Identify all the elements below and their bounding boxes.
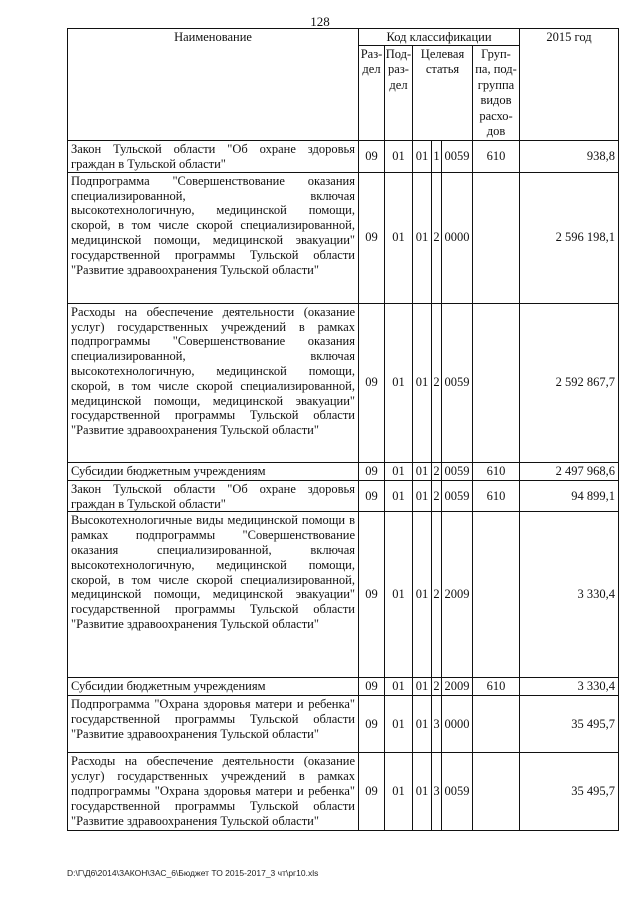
table-row <box>68 512 619 678</box>
row-name: Подпрограмма "Совершенствование оказания специализированной, включая высокотехнологичную, медицинской помощи, скорой, в том числе скорой специализированной, медицинской помощи, медицинской эвакуации" государственной программы Тульской области "Развитие здравоохранения Тульской области" <box>68 172 359 303</box>
row-name: Расходы на обеспечение деятельности (оказание услуг) государственных учреждений в рамках подпрограммы "Совершенствование оказания специализированной, включая высокотехнологичную, медицинской помощи, скорой, в том числе скорой специализированной, медицинской помощи, медицинской эвакуации" государственной программы Тульской области "Развитие здравоохранения Тульской области" <box>68 303 359 462</box>
row-amount: 94 899,1 <box>520 480 619 512</box>
row-target-subprogram: 2 <box>432 303 442 462</box>
row-subsection: 01 <box>385 172 413 303</box>
file-path-footer: D:\Г\Д6\2014\ЗАКОН\ЗАС_6\Бюджет ТО 2015-2017_3 чт\рг10.xls <box>67 868 319 878</box>
row-target-program: 01 <box>413 753 432 831</box>
row-section: 09 <box>359 303 385 462</box>
row-name: Расходы на обеспечение деятельности (оказание услуг) государственных учреждений в рамках подпрограммы "Охрана здоровья матери и ребенка" государственной программы Тульской области "Развитие здравоохранения Тульской области" <box>68 753 359 831</box>
row-target-program: 01 <box>413 678 432 696</box>
row-amount: 2 497 968,6 <box>520 462 619 480</box>
row-subsection: 01 <box>385 480 413 512</box>
table-row <box>68 462 619 480</box>
row-name: Субсидии бюджетным учреждениям <box>68 462 359 480</box>
row-expense-group: 610 <box>473 480 520 512</box>
header-expense-group: Груп- па, под- группа видов расхо- дов <box>473 45 520 140</box>
row-subsection: 01 <box>385 512 413 678</box>
table-row <box>68 696 619 753</box>
row-target-program: 01 <box>413 696 432 753</box>
budget-table <box>67 28 619 831</box>
row-target-direction: 0059 <box>442 303 473 462</box>
row-subsection: 01 <box>385 753 413 831</box>
row-name: Высокотехнологичные виды медицинской помощи в рамках подпрограммы "Совершенствование оказания специализированной, включая высокотехнологичную, медицинской помощи, скорой, в том числе скорой специализированной, медицинской помощи, медицинской эвакуации" государственной программы Тульской области "Развитие здравоохранения Тульской области" <box>68 512 359 678</box>
row-expense-group: 610 <box>473 678 520 696</box>
row-amount: 35 495,7 <box>520 753 619 831</box>
row-expense-group <box>473 753 520 831</box>
row-target-direction: 2009 <box>442 512 473 678</box>
row-target-direction: 0059 <box>442 462 473 480</box>
row-subsection: 01 <box>385 140 413 172</box>
row-expense-group <box>473 172 520 303</box>
header-target-article: Целевая статья <box>413 45 473 140</box>
row-target-subprogram: 2 <box>432 462 442 480</box>
table-row <box>68 140 619 172</box>
header-section: Раз- дел <box>359 45 385 140</box>
header-subsection: Под- раз- дел <box>385 45 413 140</box>
row-target-subprogram: 2 <box>432 172 442 303</box>
row-name: Закон Тульской области "Об охране здоровья граждан в Тульской области" <box>68 480 359 512</box>
row-target-direction: 0059 <box>442 753 473 831</box>
row-name: Подпрограмма "Охрана здоровья матери и ребенка" государственной программы Тульской области "Развитие здравоохранения Тульской области" <box>68 696 359 753</box>
row-target-direction: 0000 <box>442 172 473 303</box>
table-row <box>68 172 619 303</box>
row-target-subprogram: 2 <box>432 678 442 696</box>
table-row <box>68 753 619 831</box>
row-amount: 2 596 198,1 <box>520 172 619 303</box>
table-body <box>68 140 619 831</box>
row-expense-group <box>473 303 520 462</box>
row-expense-group: 610 <box>473 140 520 172</box>
row-target-subprogram: 2 <box>432 480 442 512</box>
row-section: 09 <box>359 480 385 512</box>
row-target-direction: 0059 <box>442 480 473 512</box>
row-target-direction: 0059 <box>442 140 473 172</box>
row-subsection: 01 <box>385 696 413 753</box>
row-section: 09 <box>359 753 385 831</box>
row-amount: 2 592 867,7 <box>520 303 619 462</box>
row-target-direction: 0000 <box>442 696 473 753</box>
row-name: Субсидии бюджетным учреждениям <box>68 678 359 696</box>
row-amount: 3 330,4 <box>520 512 619 678</box>
row-section: 09 <box>359 512 385 678</box>
row-target-program: 01 <box>413 480 432 512</box>
row-name: Закон Тульской области "Об охране здоровья граждан в Тульской области" <box>68 140 359 172</box>
page-number: 128 <box>310 14 330 29</box>
header-name: Наименование <box>68 29 359 141</box>
row-amount: 3 330,4 <box>520 678 619 696</box>
row-section: 09 <box>359 696 385 753</box>
row-target-program: 01 <box>413 140 432 172</box>
row-target-subprogram: 3 <box>432 753 442 831</box>
table-row <box>68 678 619 696</box>
row-target-program: 01 <box>413 303 432 462</box>
row-target-subprogram: 1 <box>432 140 442 172</box>
row-expense-group: 610 <box>473 462 520 480</box>
row-section: 09 <box>359 462 385 480</box>
row-target-program: 01 <box>413 172 432 303</box>
row-expense-group <box>473 696 520 753</box>
row-amount: 35 495,7 <box>520 696 619 753</box>
row-target-subprogram: 2 <box>432 512 442 678</box>
table-row <box>68 303 619 462</box>
row-section: 09 <box>359 678 385 696</box>
row-target-program: 01 <box>413 512 432 678</box>
row-target-subprogram: 3 <box>432 696 442 753</box>
table-row <box>68 480 619 512</box>
row-subsection: 01 <box>385 303 413 462</box>
row-target-direction: 2009 <box>442 678 473 696</box>
row-expense-group <box>473 512 520 678</box>
row-target-program: 01 <box>413 462 432 480</box>
row-subsection: 01 <box>385 678 413 696</box>
header-classification: Код классификации <box>359 29 520 46</box>
row-subsection: 01 <box>385 462 413 480</box>
row-section: 09 <box>359 140 385 172</box>
header-year: 2015 год <box>520 29 619 141</box>
row-section: 09 <box>359 172 385 303</box>
row-amount: 938,8 <box>520 140 619 172</box>
